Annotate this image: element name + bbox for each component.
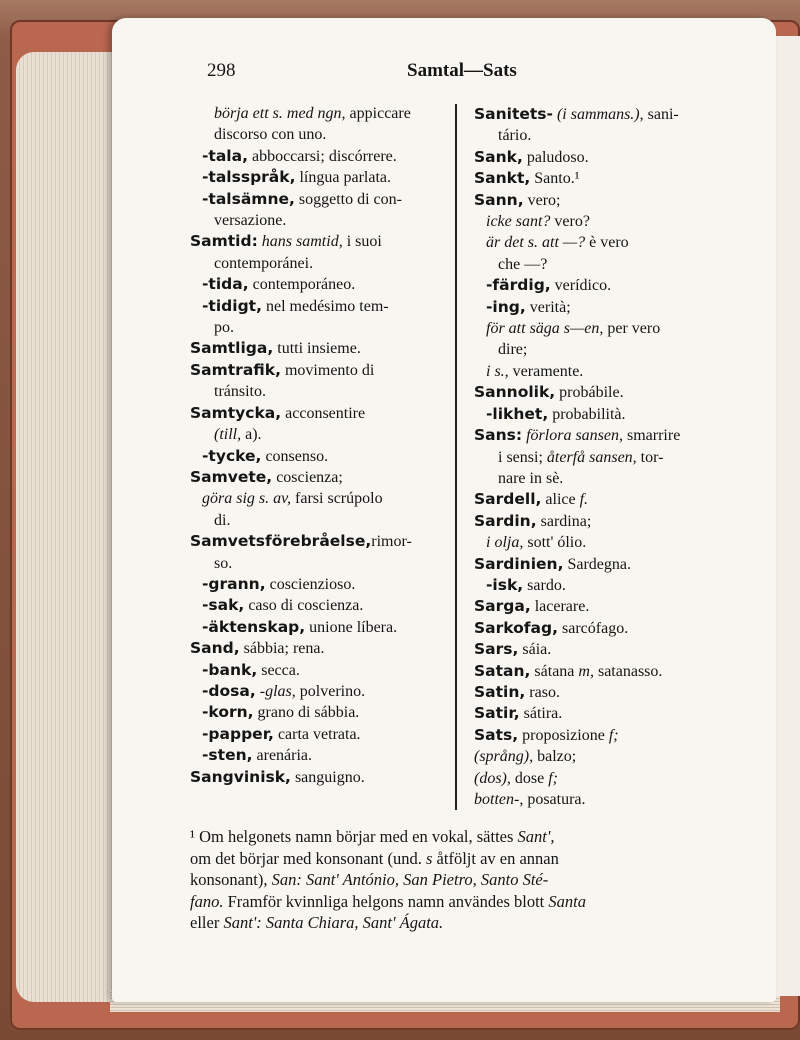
entry-text: sátira.: [519, 705, 563, 723]
entry-text: movimento di: [280, 361, 375, 379]
footnote-line: [190, 869, 750, 891]
entry-text: grano di sábbia.: [253, 704, 360, 722]
entry-line: [190, 231, 460, 252]
entry-text: probabilità.: [548, 405, 626, 423]
entry-text: paludoso.: [522, 148, 589, 166]
entry-text: Sant': Santa Chiara, Sant' Ágata.: [223, 913, 444, 932]
entry-text: icke sant?: [486, 213, 551, 231]
entry-line: [190, 381, 460, 402]
headword: Sars,: [474, 640, 519, 659]
entry-text: tário.: [498, 127, 532, 145]
entry-text: satanasso.: [593, 662, 663, 680]
entry-line: [190, 767, 460, 788]
headword: -grann,: [202, 574, 266, 593]
entry-text: Sant',: [517, 827, 555, 846]
entry-text: -glas,: [259, 682, 296, 700]
headword: -talsspråk,: [202, 168, 296, 187]
entry-line: [190, 274, 460, 295]
page-number: 298: [207, 60, 236, 81]
entry-text: sáia.: [518, 641, 552, 659]
headword: -talsämne,: [202, 189, 295, 208]
entry-line: [190, 638, 460, 659]
entry-text: hans samtid,: [261, 233, 343, 251]
entry-line: [190, 531, 460, 552]
entry-text: botten-,: [474, 791, 524, 808]
entry-line: [190, 574, 460, 595]
entry-text: sott' ólio.: [523, 534, 587, 552]
entry-line: [474, 789, 752, 810]
entry-text: i olja,: [486, 534, 524, 552]
entry-line: [474, 768, 752, 789]
right-column: [474, 104, 752, 810]
entry-line: [474, 125, 752, 146]
headword: -korn,: [202, 703, 254, 722]
entry-line: [190, 403, 460, 424]
entry-text: lacerare.: [530, 598, 590, 616]
entry-line: [474, 404, 752, 425]
entry-text: ¹ Om helgonets namn börjar med en vokal, sättes: [190, 827, 518, 846]
footnote-line: [190, 826, 750, 848]
entry-text: m,: [578, 662, 594, 680]
entry-text: posatura.: [523, 791, 586, 808]
headword: Sann,: [474, 190, 524, 209]
entry-text: verità;: [525, 298, 571, 316]
entry-text: vero;: [523, 191, 561, 209]
headword: -sten,: [202, 746, 253, 765]
entry-text: secca.: [257, 661, 300, 679]
headword: Sardin,: [474, 511, 537, 530]
entry-text: versazione.: [214, 212, 287, 230]
entry-line: [474, 639, 752, 660]
entry-text: soggetto di con-: [294, 190, 402, 208]
entry-text: förlora sansen,: [526, 427, 623, 445]
entry-text: för att säga s—en,: [486, 320, 604, 338]
entry-line: [474, 211, 752, 232]
entry-text: fano.: [190, 891, 224, 911]
headword: Samtliga,: [190, 339, 274, 358]
entry-line: [190, 467, 460, 488]
entry-text: f;: [608, 726, 619, 744]
entry-text: är det s. att —?: [486, 234, 586, 252]
headword: Sardell,: [474, 490, 542, 509]
entry-line: [190, 296, 460, 317]
entry-line: [190, 103, 460, 124]
entry-line: [474, 532, 752, 553]
entry-text: probábile.: [555, 384, 624, 402]
entry-line: [474, 361, 752, 382]
headword: Sankt,: [474, 169, 531, 188]
entry-text: f;: [548, 769, 558, 787]
entry-line: [474, 297, 752, 318]
entry-line: [190, 338, 460, 359]
entry-text: abboccarsi; discórrere.: [247, 147, 397, 165]
entry-line: [474, 168, 752, 189]
entry-text: língua parlata.: [295, 169, 391, 187]
entry-text: (dos),: [474, 769, 511, 787]
entry-text: caso di coscienza.: [244, 597, 364, 615]
headword: Satir,: [474, 704, 520, 723]
entry-text: nel medésimo tem-: [261, 297, 389, 315]
entry-line: [190, 446, 460, 467]
headword: -ing,: [486, 297, 526, 316]
entry-text: sátana: [530, 662, 579, 680]
headword: Samvetsförebråelse,: [190, 532, 372, 551]
headword: -dosa,: [202, 681, 256, 700]
entry-line: [190, 702, 460, 723]
entry-text: Santo.¹: [530, 170, 580, 188]
entry-text: acconsentire: [281, 404, 366, 422]
entry-text: a).: [241, 426, 262, 444]
entry-line: [474, 147, 752, 168]
entry-text: po.: [214, 319, 234, 337]
entry-line: [190, 146, 460, 167]
page-header: [207, 60, 687, 90]
entry-line: [474, 703, 752, 724]
headword: Samvete,: [190, 467, 273, 486]
headword: Sand,: [190, 639, 240, 658]
entry-text: i sensi;: [498, 448, 547, 466]
entry-text: dose: [510, 769, 549, 787]
headword: -papper,: [202, 724, 274, 743]
entry-line: [474, 425, 752, 446]
entry-line: [190, 189, 460, 210]
headword: -sak,: [202, 596, 245, 615]
entry-text: (till,: [214, 426, 242, 444]
entry-line: [474, 275, 752, 296]
entry-text: veramente.: [508, 362, 584, 380]
headword: Satin,: [474, 682, 526, 701]
entry-text: smarrire: [623, 427, 681, 445]
entry-text: , sani-: [639, 106, 679, 123]
headword: Sats,: [474, 725, 519, 744]
entry-text: Framför kvinnliga helgons namn användes blott: [223, 891, 549, 911]
entry-line: [190, 124, 460, 145]
entry-line: [474, 746, 752, 767]
footnote-line: [190, 848, 750, 870]
entry-line: [474, 382, 752, 403]
entry-text: polverino.: [295, 682, 366, 700]
entry-text: è vero: [585, 234, 629, 252]
headword: -tidigt,: [202, 296, 262, 315]
column-divider: [455, 104, 457, 810]
entry-line: [190, 510, 460, 531]
entry-text: balzo;: [533, 748, 577, 766]
running-head: Samtal—Sats: [407, 60, 517, 81]
entry-line: [474, 232, 752, 253]
entry-line: [474, 725, 752, 746]
headword: Satan,: [474, 661, 531, 680]
entry-text: contemporánei.: [214, 254, 314, 272]
entry-text: återfå sansen,: [546, 448, 637, 466]
entry-text: rimor-: [371, 533, 412, 551]
headword: Sarkofag,: [474, 618, 558, 637]
entry-text: om det börjar med konsonant (und.: [190, 848, 426, 868]
entry-text: per vero: [603, 320, 661, 338]
headword: -likhet,: [486, 404, 549, 423]
entry-line: [474, 104, 752, 125]
entry-line: [474, 554, 752, 575]
headword: -färdig,: [486, 276, 551, 295]
headword: -bank,: [202, 660, 258, 679]
entry-text: Santa: [548, 891, 586, 911]
entry-text: proposizione: [518, 726, 609, 744]
entry-text: unione líbera.: [305, 618, 398, 636]
headword: -tala,: [202, 146, 248, 165]
entry-line: [190, 317, 460, 338]
headword: Sank,: [474, 147, 523, 166]
entry-line: [190, 488, 460, 509]
left-column: [190, 103, 460, 788]
entry-text: sardo.: [523, 576, 566, 594]
entry-text: contemporáneo.: [248, 276, 356, 294]
entry-text: raso.: [525, 683, 560, 701]
entry-text: tor-: [636, 448, 664, 466]
entry-line: [190, 553, 460, 574]
entry-text: vero?: [550, 213, 590, 231]
entry-text: eller: [190, 913, 224, 932]
headword: -tycke,: [202, 446, 262, 465]
entry-text: i s.,: [486, 362, 509, 380]
entry-line: [474, 318, 752, 339]
entry-text: åtföljt av en annan: [432, 848, 559, 868]
entry-text: Sardegna.: [563, 555, 631, 573]
entry-text: nare in sè.: [498, 469, 564, 487]
headword: Sarga,: [474, 597, 531, 616]
page-edges: [16, 52, 126, 1002]
entry-line: [474, 190, 752, 211]
entry-text: coscienza;: [272, 468, 343, 486]
entry-text: sanguigno.: [290, 768, 365, 786]
footnote: [190, 826, 750, 934]
entry-text: arenária.: [252, 747, 313, 765]
entry-text: che —?: [498, 255, 548, 273]
headword: Samtid:: [190, 232, 258, 251]
entry-text: i suoi: [342, 233, 382, 251]
entry-text: carta vetrata.: [273, 725, 361, 743]
entry-text: dire;: [498, 341, 528, 359]
dictionary-page: [112, 18, 776, 1002]
headword: -tida,: [202, 275, 249, 294]
headword: Samtycka,: [190, 403, 282, 422]
headword: -isk,: [486, 575, 524, 594]
entry-text: verídico.: [550, 277, 612, 295]
entry-text: (språng),: [474, 748, 534, 766]
entry-line: [474, 575, 752, 596]
entry-text: so.: [214, 554, 233, 572]
entry-text: tránsito.: [214, 383, 266, 401]
headword: Sangvinisk,: [190, 767, 291, 786]
entry-line: [190, 595, 460, 616]
headword: -äktenskap,: [202, 617, 306, 636]
entry-line: [190, 360, 460, 381]
entry-text: appiccare: [345, 105, 411, 122]
entry-line: [190, 167, 460, 188]
entry-text: konsonant),: [190, 870, 272, 889]
entry-text: coscienzioso.: [265, 575, 356, 593]
entry-text: göra sig s. av,: [202, 490, 292, 508]
headword: Samtrafik,: [190, 360, 281, 379]
headword: Sans:: [474, 426, 523, 445]
entry-line: [474, 682, 752, 703]
headword: Sanitets-: [474, 105, 553, 123]
footnote-line: [190, 912, 750, 934]
entry-text: San: Sant' António, San Pietro, Santo Sté-: [271, 870, 549, 889]
entry-text: f.: [579, 491, 589, 509]
entry-line: [190, 745, 460, 766]
entry-text: sardina;: [536, 512, 592, 530]
footnote-line: [190, 891, 750, 913]
entry-line: [190, 210, 460, 231]
headword: Sannolik,: [474, 383, 556, 402]
entry-line: [474, 339, 752, 360]
entry-line: [190, 424, 460, 445]
entry-line: [190, 660, 460, 681]
entry-line: [190, 253, 460, 274]
entry-line: [474, 596, 752, 617]
entry-line: [474, 447, 752, 468]
entry-line: [474, 618, 752, 639]
entry-line: [474, 511, 752, 532]
entry-line: [190, 724, 460, 745]
entry-text: tutti insieme.: [273, 340, 361, 358]
entry-text: consenso.: [261, 447, 329, 465]
headword: Sardinien,: [474, 554, 564, 573]
entry-line: [474, 468, 752, 489]
entry-line: [474, 661, 752, 682]
entry-text: sábbia; rena.: [239, 640, 325, 658]
entry-text: discorso con uno.: [214, 126, 327, 144]
entry-text: di.: [214, 511, 231, 529]
entry-line: [474, 254, 752, 275]
entry-text: börja ett s. med ngn,: [214, 105, 346, 122]
entry-text: alice: [541, 491, 580, 509]
entry-text: sarcófago.: [558, 619, 629, 637]
entry-line: [190, 617, 460, 638]
entry-line: [474, 489, 752, 510]
entry-text: (i sammans.): [552, 106, 640, 123]
entry-line: [190, 681, 460, 702]
entry-text: s: [426, 848, 433, 868]
entry-text: farsi scrúpolo: [291, 490, 383, 508]
